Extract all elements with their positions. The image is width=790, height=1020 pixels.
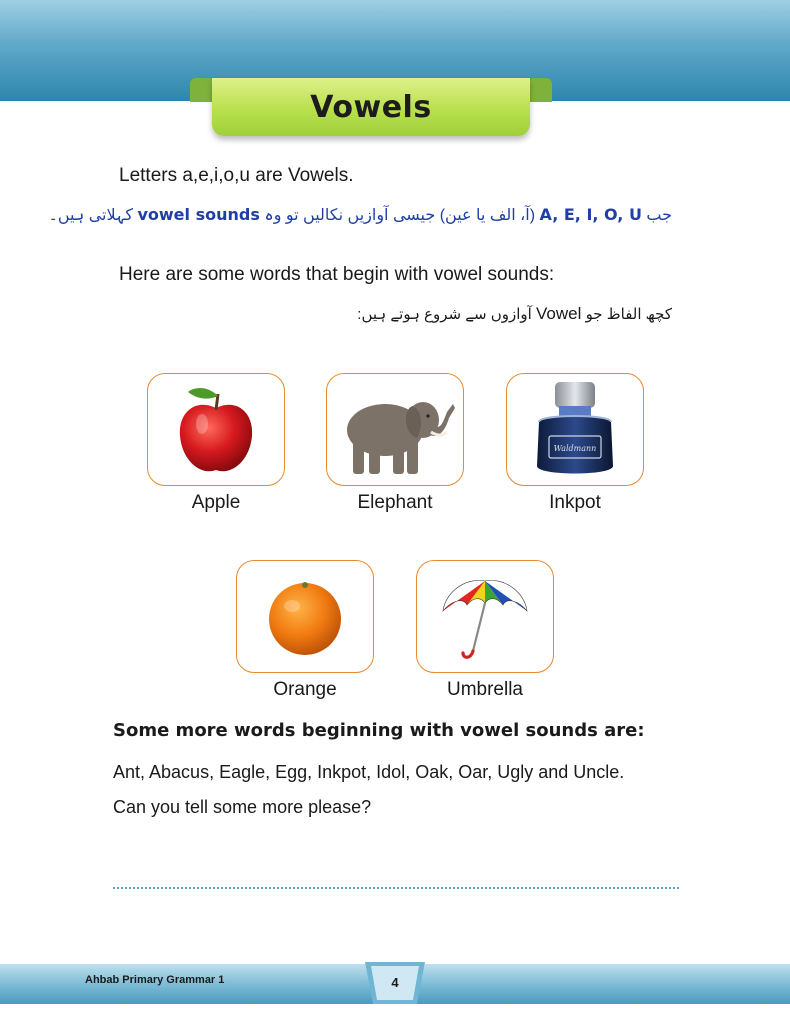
urdu2-suffix: آوازوں سے شروع ہوتے ہیں: <box>357 306 532 323</box>
urdu-words-intro <box>357 304 672 324</box>
vowel-sounds-term: vowel sounds <box>137 205 260 224</box>
inkpot-brand-label: Waldmann <box>553 443 597 453</box>
vowel-letters: A, E, I, O, U <box>539 205 642 224</box>
dotted-divider <box>113 887 679 889</box>
title-ribbon <box>190 78 552 140</box>
umbrella-card <box>416 560 554 673</box>
urdu2-prefix: کچھ الفاظ جو <box>585 306 672 323</box>
footer-book-title: Ahbab Primary Grammar 1 <box>85 974 225 986</box>
intro-line: Letters a,e,i,o,u are Vowels. <box>119 165 354 186</box>
urdu-suffix: کہلاتی ہیں۔ <box>48 207 134 224</box>
apple-label: Apple <box>191 492 241 513</box>
umbrella-label: Umbrella <box>446 679 524 700</box>
umbrella-icon <box>435 567 535 667</box>
page-number: 4 <box>391 975 399 990</box>
inkpot-card <box>506 373 644 486</box>
ribbon-tab-right <box>528 78 552 102</box>
page-title: Vowels <box>310 89 432 125</box>
elephant-icon <box>333 382 457 478</box>
words-intro-line: Here are some words that begin with vowel sounds: <box>119 264 555 285</box>
more-words-heading: Some more words beginning with vowel sounds are: <box>113 720 645 741</box>
inkpot-icon <box>525 378 625 482</box>
apple-card <box>147 373 285 486</box>
elephant-card <box>326 373 464 486</box>
urdu-middle: (آ، الف یا عین) جیسی آوازیں نکالیں تو وہ <box>264 207 536 224</box>
orange-label: Orange <box>273 679 337 700</box>
urdu-prefix: جب <box>646 207 672 224</box>
more-words-question: Can you tell some more please? <box>113 797 372 817</box>
orange-icon <box>260 572 350 662</box>
urdu2-term: Vowel <box>536 304 582 323</box>
apple-icon <box>166 380 266 480</box>
urdu-intro-line <box>48 205 672 225</box>
more-words-list: Ant, Abacus, Eagle, Egg, Inkpot, Idol, Oak, Oar, Ugly and Uncle. <box>113 762 625 782</box>
ribbon-body <box>212 78 530 136</box>
elephant-label: Elephant <box>357 492 433 513</box>
ribbon-tab-left <box>190 78 214 102</box>
inkpot-label: Inkpot <box>549 492 601 513</box>
orange-card <box>236 560 374 673</box>
